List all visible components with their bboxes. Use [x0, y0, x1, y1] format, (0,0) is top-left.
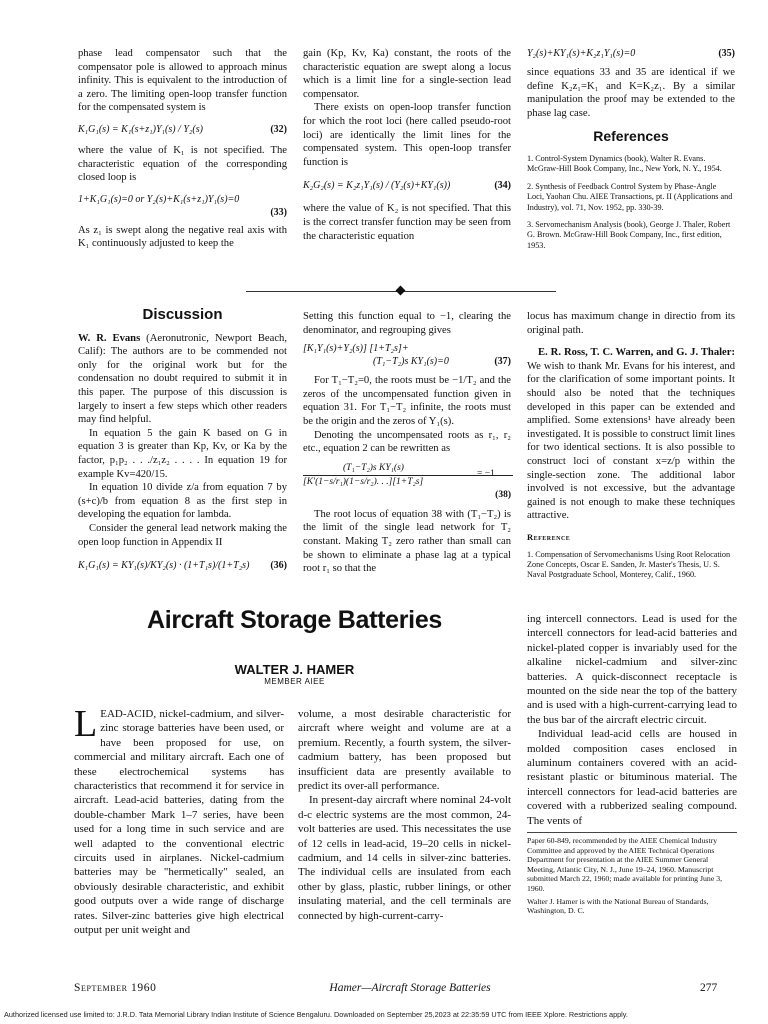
reference-item-1: 1. Control-System Dynamics (book), Walter R. Evans. McGraw-Hill Book Company, Inc., New York, N. Y., 1954. [527, 153, 722, 174]
top-c1-p2: where the value of K₁ is not specified. The characteristic equation of the corresponding closed loop is [78, 144, 287, 184]
discussion-c2-p3: Denoting the uncompensated roots as r₁, r₂ etc., equation 2 can be rewritten as [303, 429, 511, 455]
article-author-membership: MEMBER AIEE [264, 677, 325, 686]
discussion-reference-heading: Reference [527, 531, 571, 542]
footer-page-number: 277 [700, 982, 718, 994]
discussion-reference-item: 1. Compensation of Servomechanisms Using Root Relocation Zone Concepts, Oscar E. Sanden, Jr. Master's Thesis, U. S. Naval Postgraduate School, Monterey, Calif., 1960. [527, 549, 731, 580]
equation-35-number: (35) [718, 48, 735, 59]
discussion-evans-author: W. R. Evans [78, 332, 141, 344]
equation-33-text: 1+K₁G₁(s)=0 or Y₂(s)+K₁(s+z₁)Y₁(s)=0 [78, 193, 240, 205]
discussion-column-3 [527, 310, 735, 581]
footnote-rule [527, 832, 737, 833]
equation-36-number: (36) [270, 560, 287, 572]
equation-36-text: K₁G₁(s) = KY₁(s)/KY₂(s) · (1+T₁s)/(1+T₂s) [78, 560, 250, 572]
discussion-c2-p1: Setting this function equal to −1, clearing the denominator, and regrouping gives [303, 311, 511, 336]
discussion-c2-p4: The root locus of equation 38 with (T₁−T₂) is the limit of the single lead network for T₂ constant. Making T₂ zero rather than small can be shown to eliminate a phase lag at a typical root r₁ so that the [303, 508, 511, 575]
discussion-c1-p2: In equation 5 the gain K based on G in equation 3 is greater than Kp, Kv, or Ka by the factor, p₁p₂ . . ./z₁z₂ . . . . In equation 19 for example Kv=420/15. [78, 427, 287, 480]
equation-33 [78, 193, 287, 218]
top-column-1 [78, 47, 287, 251]
equation-38 [303, 462, 511, 502]
equation-38-number: (38) [495, 489, 511, 500]
equation-33-number: (33) [270, 206, 287, 218]
footer-running-title: Hamer—Aircraft Storage Batteries [329, 982, 491, 994]
equation-35 [527, 47, 735, 60]
top-column-2 [303, 47, 511, 243]
article-footnote-paper-info: Paper 60-849, recommended by the AIEE Chemical Industry Committee and approved by the AIEE Technical Operations Department for presentation at the AIEE Summer General Meeting, Atlantic City, N. J., June 19–24, 1960. Manuscript submitted March 22, 1960; made available for printing June 3, 1960. [527, 836, 723, 894]
equation-36 [78, 559, 287, 572]
reference-item-2: 2. Synthesis of Feedback Control System by Phase-Angle Loci, Yaohan Chu. AIEE Transactions, pt. II (Applications and Industry), vol. 71, Nov. 1952, pp. 330-39. [527, 181, 733, 212]
article-c1-text: EAD-ACID, nickel-cadmium, and silver-zinc storage batteries have been used, or have been proposed for use, on commercial and military aircraft. Each one of these electrochemical systems has characteristics that recommend it for service in aircraft. Lead-acid batteries, dating from the double-chamber Mark 1–7 series, have been used for a long time in such service and are well adapted to the conventional electric circuits used in airplanes. Nickel-cadmium batteries may be "hermetically" sealed, an obviously desirable characteristic, and exhibit good outputs over a wide range of discharge rates. Silver-zinc batteries give high electrical output per unit weight and [74, 708, 284, 937]
equation-34 [303, 179, 511, 192]
discussion-c1-p3: In equation 10 divide z/a from equation 7 by (s+c)/b from equation 8 as the first step in developing the equation for lambda. [78, 482, 287, 521]
license-notice: Authorized licensed use limited to: J.R.D. Tata Memorial Library Indian Institute of Science Bengaluru. Downloaded on September 25,2023 at 22:35:59 UTC from IEEE Xplore. Restrictions apply. [4, 1010, 628, 1019]
equation-34-number: (34) [494, 180, 511, 192]
top-column-3 [527, 47, 735, 251]
discussion-column-2 [303, 310, 511, 576]
reference-item-3: 3. Servomechanism Analysis (book), George J. Thaler, Robert G. Brown. McGraw-Hill Book Company, Inc., first edition, 1953. [527, 220, 731, 250]
discussion-c1-p4: Consider the general lead network making the open loop function in Appendix II [78, 522, 287, 548]
article-column-1 [74, 703, 284, 938]
top-c2-p2: There exists on open-loop transfer function for which the root loci (here called pseudo-root loci) are identically the limit lines for the compensated system. This open-loop transfer function is [303, 102, 511, 168]
discussion-reply-authors: E. R. Ross, T. C. Warren, and G. J. Thaler: [538, 347, 735, 359]
article-footnote-author-affiliation: Walter J. Hamer is with the National Bureau of Standards, Washington, D. C. [527, 896, 709, 916]
top-c1-p1: phase lead compensator such that the compensator pole is allowed to approach minus infinity. This is equivalent to the introduction of a zero. The limiting open-loop transfer function for the compensated system is [78, 48, 287, 114]
equation-38-rhs: = −1 [477, 468, 495, 479]
equation-32-text: K₁G₁(s) = K₁(s+z₁)Y₁(s) / Y₂(s) [78, 123, 203, 135]
equation-32 [78, 123, 287, 136]
discussion-c3-p1: locus has maximum change in directio from its original path. [527, 311, 735, 336]
article-column-2 [298, 707, 511, 923]
top-c2-p1: gain (Kp, Kv, Ka) constant, the roots of the characteristic equation are swept along a locus which is a limit line for a single-section lead compensator. [303, 48, 511, 100]
article-c3-p2: Individual lead-acid cells are housed in molded composition cases enclosed in aluminum containers covered with an acid-resistant plastic or bituminous material. The intercell connectors for lead-acid batteries are covered with a rubberized sealing compound. The vents of [527, 728, 737, 827]
references-heading: References [593, 128, 669, 145]
article-c3-p1: ing intercell connectors. Lead is used for the intercell connectors for lead-acid batteries and nickel-plated copper is invariably used for the alkaline nickel-cadmium and silver-zinc batteries. A quick-disconnect receptacle is mounted on the side near the top of the battery and is used with a high-current-carrying lead to the bus bar of the aircraft electric circuit. [527, 613, 737, 726]
discussion-heading: Discussion [142, 306, 223, 323]
equation-37 [303, 342, 511, 368]
article-title: Aircraft Storage Batteries [146, 606, 443, 634]
discussion-reply-paragraph: E. R. Ross, T. C. Warren, and G. J. Thaler: We wish to thank Mr. Evans for his interest, and for the clarification of some important points. It should also be noted that the techniques developed in this paper can be extended and amplified. Some extensions¹ have already been investigated. It is possible to construct limit lines for two identical sections. It is also possible to construct loci of constant x=z/p within the single-section zone. The additional labor involved is not excessive, but the advantage gained is not enough to make these techniques attractive. [527, 347, 735, 522]
top-c3-p1: since equations 33 and 35 are identical if we define K₂z₁=K₁ and K=K₂z₁. By a similar manipulation the proof may be extended to the phase lag case. [527, 67, 735, 119]
equation-37-line-1: [K₁Y₁(s)+Y₂(s)] [1+T₂s]+ [303, 343, 409, 355]
equation-38-numerator: (T₁−T₂)s KY₁(s) [303, 462, 513, 476]
top-c1-p3: As z₁ is swept along the negative real axis with K₁ continuously adjusted to keep the [78, 224, 287, 250]
equation-38-denominator: [K′(1−s/r₁)(1−s/r₂). . .][1+T₂s] [303, 476, 424, 487]
article-dropcap: L [74, 703, 98, 745]
top-c2-p3: where the value of K₂ is not specified. That this is the correct transfer function may be seen from the characteristic equation [303, 203, 511, 242]
article-c2-p2: In present-day aircraft where nominal 24-volt d-c electric systems are the most common, 24-volt batteries are used. This necessitates the use of 12 cells in lead-acid, 19–20 cells in nickel-cadmium, and 14 cells in silver-zinc batteries. The individual cells are insulated from each other by glass, plastic, rubber linings, or other insulating material, and the cell terminals are connected by high-current-carry- [298, 794, 511, 922]
equation-35-text: Y₂(s)+KY₁(s)+K₂z₁Y₁(s)=0 [527, 48, 636, 59]
discussion-evans-paragraph: W. R. Evans (Aeronutronic, Newport Beach, Calif): The authors are to be commended not only for the original work but for the condensation no doubt required to submit it in this paper. The purpose of this discussion is largely to insert a few steps which other readers may find helpful. [78, 332, 287, 426]
footer-date: September 1960 [74, 982, 157, 994]
discussion-c2-p2: For T₁−T₂=0, the roots must be −1/T₂ and the zeros of the uncompensated function given in equation 31. For T₁−T₂ infinite, the roots must be the origin and the zeros of Y₁(s). [303, 375, 511, 427]
equation-32-number: (32) [270, 123, 287, 135]
divider-diamond-ornament [396, 286, 406, 296]
equation-34-text: K₂G₂(s) = K₂z₁Y₁(s) / (Y₂(s)+KY₁(s)) [303, 180, 451, 192]
article-column-3 [527, 612, 737, 916]
article-c2-p1: volume, a most desirable characteristic for aircraft where weight and volume are at a premium. Recently, a fourth system, the silver-cadmium battery, has been proposed but insufficient data are presently available to predict its over-all performance. [298, 708, 511, 793]
discussion-column-1 [78, 308, 287, 572]
reference-list [527, 154, 735, 251]
article-author: WALTER J. HAMER [234, 662, 355, 677]
equation-37-number: (37) [494, 356, 511, 368]
equation-37-line-2: (T₁−T₂)s KY₁(s)=0 [373, 356, 449, 368]
